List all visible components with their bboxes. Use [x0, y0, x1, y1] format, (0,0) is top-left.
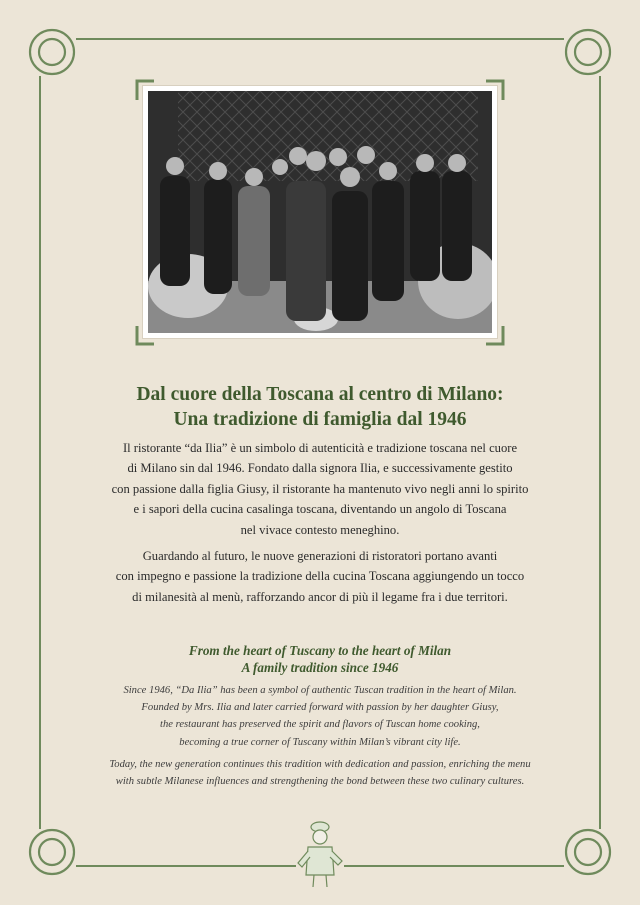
text-line: the restaurant has preserved the spirit and flavors of Tuscan home cooking,	[160, 719, 480, 731]
corner-top-left-icon	[30, 30, 74, 74]
text-line: Il ristorante “da Ilia” è un simbolo di autenticità e tradizione toscana nel cuore	[122, 441, 518, 455]
corner-bottom-left-icon	[30, 830, 74, 874]
text-line: Guardando al futuro, le nuove generazioni di ristoratori portano avanti	[142, 549, 498, 563]
text-line: Founded by Mrs. Ilia and later carried forward with passion by her daughter Giusy,	[141, 702, 499, 714]
english-heading-line: A family tradition since 1946	[241, 660, 399, 675]
italian-heading-line: Una tradizione di famiglia dal 1946	[173, 409, 467, 430]
text-line: con passione dalla figlia Giusy, il ristorante ha mantenuto vivo negli anni lo spirito	[111, 481, 529, 496]
corner-top-right-icon	[566, 30, 610, 74]
text-line: with subtle Milanese influences and strengthening the bond between these two culinary cultures.	[115, 776, 525, 788]
text-line: con impegno e passione la tradizione della cucina Toscana aggiungendo un tocco	[115, 569, 525, 584]
text-line: di milanesità al menù, rafforzando ancor di più il legame fra i due territori.	[132, 589, 508, 604]
english-paragraph-2	[70, 756, 570, 790]
text-line: Since 1946, “Da Ilia” has been a symbol of authentic Tuscan tradition in the heart of Milan.	[123, 685, 517, 696]
corner-bottom-right-icon	[566, 830, 610, 874]
italian-heading-line: Dal cuore della Toscana al centro di Milano:	[136, 384, 504, 405]
english-paragraph-1	[70, 682, 570, 751]
italian-paragraph-1	[80, 438, 560, 540]
text-line: di Milano sin dal 1946. Fondato dalla signora Ilia, e successivamente gestito	[127, 461, 513, 476]
italian-heading	[0, 382, 640, 432]
text-line: Today, the new generation continues this tradition with dedication and passion, enriching the menu	[109, 759, 531, 770]
family-photo	[148, 91, 492, 333]
family-photo-illustration	[148, 91, 492, 333]
photo-frame	[143, 86, 497, 338]
text-line: becoming a true corner of Tuscany within Milan’s vibrant city life.	[179, 736, 461, 748]
chef-mascot-icon	[298, 822, 342, 887]
english-heading-line: From the heart of Tuscany to the heart of Milan	[188, 643, 452, 658]
text-line: e i sapori della cucina casalinga toscana, diventando un angolo di Toscana	[133, 502, 507, 517]
italian-paragraph-2	[80, 546, 560, 607]
text-line: nel vivace contesto meneghino.	[240, 522, 400, 537]
english-heading	[0, 642, 640, 676]
